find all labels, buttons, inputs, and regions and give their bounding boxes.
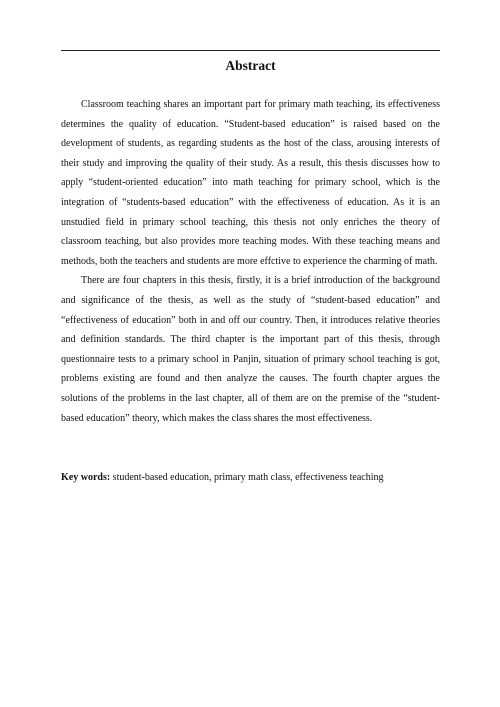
keywords-label: Key words: xyxy=(61,472,111,483)
keywords-line xyxy=(61,468,440,487)
keywords-text: student-based education, primary math class, effectiveness teaching xyxy=(110,472,384,483)
abstract-title: Abstract xyxy=(225,58,276,73)
abstract-body xyxy=(61,95,440,428)
header-rule xyxy=(61,50,440,51)
abstract-paragraph-1: Classroom teaching shares an important part for primary math teaching, its effectiveness determines the quality of education. “Student-based education” is raised based on the development of students, as regarding students as the host of the class, arousing interests of their study and improving the quality of their study. As a result, this thesis discusses how to apply “student-oriented education” into math teaching for primary school, which is the integration of “students-based education” with the effectiveness of education. As it is an unstudied field in primary school teaching, this thesis not only enriches the theory of classroom teaching, but also provides more teaching modes. With these teaching means and methods, both the teachers and students are more effctive to experience the charming of math. xyxy=(61,99,440,267)
abstract-paragraph-2: There are four chapters in this thesis, firstly, it is a brief introduction of the background and significance of the thesis, as well as the study of “student-based education” and “effectiveness of education” both in and off our country. Then, it introduces relative theories and definition standards. The third chapter is the important part of this thesis, through questionnaire tests to a primary school in Panjin, situation of primary school teaching is got, problems existing are found and then analyze the causes. The fourth chapter argues the solutions of the problems in the last chapter, all of them are on the premise of the “student-based education” theory, which makes the class shares the most effectiveness. xyxy=(61,275,440,424)
